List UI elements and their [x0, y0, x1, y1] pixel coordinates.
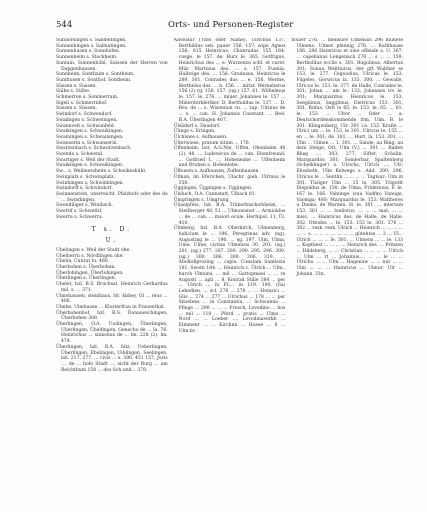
running-header: [56, 0, 403, 38]
register-entry: Sunnenheim s. Stockheim.: [56, 55, 118, 61]
register-entry: Swainingen s. Schwainingen.: [56, 134, 124, 140]
register-entry: Sunthusen s. Sonthof, Sontheim.: [56, 77, 132, 83]
register-entry: Swannvelt s. Schwanfeld.: [56, 123, 116, 129]
entry-list: [174, 38, 286, 335]
register-entry: Ubelingen s. Weil der Stadt ohe.: [56, 247, 131, 253]
register-entry: Suntain, Sunnenbühl, Suissen der Herren von Dapgenhausen.: [56, 60, 168, 72]
register-entry: Ulmehausen, steinhaus. Hr. Abbey, Ol ... reus ... 406.: [56, 293, 168, 305]
page-number: 544: [56, 20, 73, 30]
register-entry: holzer 276. ... mensure Ulmensis 296 munete Ulmens. Ulmer pfennig 276. ... Rathhause 186. 286 Hainricus et sine offeiale s. U. 307. ... capellanus Lengenach 276 ... s ... ... 159. Bertholdus ecclie s. 301. Bugolinus, Albertus 301; Sonua Welthurus, der gft Walther ss 153, le. 277. Cegoodius, Ulricus le. 153. Fügeles, Gerwicus la. 133. 300. ... Gewalle, Ulricus le. 153, le. 377. de Halle, Conrades le. 301; Johan ... am le. 133; Johannes iro le. 301; Marguardus, Heinricus le. 153. Seegilinus, Sagglinus, Dietricus 153. 301, 301, Rufus, Ostt ts 65, le. 153. le. 65. ... 61. le. 153. ... Ulter ... Oder ... a. Deutschordenskommende frm. Ulm. B. le 301. Klingenberg, Ulr. 301 i.e. 152. Krafin ... Ulrici um ... le. 153, le 301. Ulricus le. 155 ... en ... le. 301; de. 181. ... Hurt. la. 153. 301. ... Ulm ... Ulmen ... 1. 301. ... Sande, au Ring, au dem Steige, Ott, Ulm (V.) ... 301 ... Raden Blieg ..., 303; 277. Sifter, Sväulin, Marquardsu 301; Sonderbar, Spaltenberg (Schelklinger) s. Ulrichs, Ulrich ..., Ulr; Elissbeth, Ulm Kelwegs s. Add. 300, 296. Ulricus le ... Sentlin ... ... ... ... Tagtsar; Ulm in 301. Tüsiger Ulm ... 15 le. 305. Trigottt Diepoldus le. 150. de Ulma, Friderious, F. le. 167 le. 166. Vahunge (suu Vadfin) Vanuge, Vaomga; 480; Marquardus le. 153. Waltheres u Diems, de Warden, H. le. 301. ... mlerium 153. 301 ... ... Ioeliorus, ... ... ... mal; ... ... miss. ... Hainricus des. de Halle, de Halle. 302. Ottodes ... le. 153. 153 le. 301. 376 ... 382 ... resk. resk. Ulrich ... Heinrich ... ... ... ... ... ... s. ... ... ... ... ... ... ... gütehtse ... 3 ... Ul... Ulrich ... ... ... le. 301. ... Ulmens ... ... le. 133 ... Kopfnest ... ... ... ... Heinrich des. ... Prinzen ... Hildsberg, ... ... Christian ... ... ... ... Ulrich ... Ulm ... rt ... Johannis..., ... ... le ... ... Ulrichs. ... ... Ulm ... Hagenaw ... ... nur ... ... Ulm ... ... ... Hainricus ... Ulmur. Ulr ... Johann. Uln.: [291, 38, 404, 277]
register-entry: Ülmberg, bzl. B.A. Oberkirch, Ulmenberg, ludicium le ... 196. Peregrinus adv. (ng). Augusting le ... 196, ... sg. 197. Ulm, Ulma, Ume, Ulme, civitas Ulmensis 30. 201. (sg.) 201. (sg.) 277. 287. 280. 290. 295. 296. 300. (sg.) 300. 306. 300. 306. 319. ... Abolbdlprozing ... capla. Cunstam Santissin 181. Swotn 184. ... Heinrich c. Ülrich ... Ulm,. burch Ulmuns, ... mil ... Gattopmaei ... ... re Augusti ... apli ... 8. Konrad Stilie 184 ... per ... Ulrich ... in Fr.... in 119. 190. (6a) Lebedien. ... scl. 276 ... 276 ... ... Heinrici ... Glis ... 274 ... 277 ... Ulrichus ... 178 ... ... per Sitzelens ... in Constantia, ... Schwanna ... Pflege ... 290 ... ... ... Frosch, Lovodino ... bos ... mil ... 118 ... Pferd ... pratis ... Ulms ... Nord ... ... Loeber ..., Lovodinaverkh ... Elmmenr ... ... Kirchnn ... Hosee ... 8 ... Ulm.bc: [173, 226, 286, 334]
register-entry: Swindorff s. Schwindorf.: [56, 186, 113, 192]
column-right: [291, 38, 403, 478]
column-left: [56, 38, 168, 478]
register-entry: Sunnenhusen s. Sonnhofen.: [56, 49, 121, 55]
register-entry: Ülsäderf s. Daudorf.: [173, 123, 221, 129]
register-entry: Ubelherrn s. Nördlingen ohe.: [56, 253, 124, 259]
register-entry: Swaibigen s. Schweinigen.: [56, 117, 118, 123]
register-entry: Überlingen, bzl. B.A. Sitz, Ueberlingen, Überlingen. Ebelingen, Uiblingen, Seelingen, bzl. 217. 277. ... civis ... s. 390. 451 157, Juris .... de ... hofo Stadt ..., sicht der Burg ... am Reichthum 158 ... des Sch und... 378.: [56, 344, 168, 373]
entry-list: [56, 248, 168, 373]
register-entry: Swerra s. Schwerra.: [56, 214, 104, 220]
register-entry: Sülbe s. Sülbe.: [56, 89, 91, 95]
page-title: Orts- und Personen-Register: [168, 20, 294, 30]
register-entry: Swartiger s. Weil der Stadt.: [56, 157, 121, 163]
register-entry: Swendiliger s. Windisch.: [56, 203, 113, 209]
register-entry: Ükiluch, O.A. Cannstatt, Ülbach 81.: [173, 191, 257, 197]
register-entry: Swindorf s. Schwendorf.: [56, 112, 113, 118]
letter-heading-tz: T s. D.: [91, 225, 132, 233]
register-entry: Swinnenstein, unerreicht. Pfalzhofs oder des de ... Swindingen.: [56, 191, 168, 203]
register-entry: Swanserin s. Schwanserin.: [56, 140, 119, 146]
register-entry: Uberbohen s. Überbohen.: [56, 265, 116, 271]
register-entry: Üggingen, Üggingen s. Uggingen.: [173, 186, 253, 192]
register-entry: Sunnheim, Sunthaim s. Sontheim.: [56, 72, 135, 78]
register-entry: Swettif s. Schwettif.: [56, 209, 103, 215]
register-entry: Süssen s. Süssen.: [56, 83, 97, 89]
register-entry: Sigeli s. Schmerrnhof.: [56, 100, 108, 106]
register-entry: Swaikingen s. Schweikingen.: [56, 163, 124, 169]
register-entry: Überlingen s. Überlingen.: [56, 276, 117, 282]
register-entry: Sunnenhingen s. Salmatingen.: [56, 43, 127, 49]
register-entry: Schmerren s. Sommerrain.: [56, 95, 119, 101]
register-entry: Üfman, im Eferichen, Ulachr. gieh. Ulrinus le 350.: [173, 174, 286, 186]
register-entry: Swinplatz s. Schwinplatz.: [56, 174, 115, 180]
register-entry: Ümgringen s. Umgrung.: [173, 197, 230, 203]
register-entry: Überbohenhof, bzl. B.S. Donaueschingen, Überbohen 308.: [56, 310, 168, 322]
register-entry: Sussen s. Süssen.: [56, 106, 97, 112]
register-entry: Sundörsingen s. Sundelfingen.: [56, 38, 127, 43]
register-entry: Überlingen, O.A. Uodingen, Überlingen, Uberlingen, Übelfingen, Genecho de ... Ia. 76. Heinrichus ... sinkonus de ... lm. 228 (2). lm. 474.: [56, 322, 168, 345]
register-entry: Üüxelpfets, bzl. B.A. Träberbischofsheim, ... Steilberger 48, 51 ... Ulmonisnet ... Armioldus ... de ... can. ... maiori ecnle. Herhipol. 11, Üi. 410.: [173, 203, 286, 226]
register-entry: Swarzenbach s. Schwarzenbach.: [56, 146, 132, 152]
register-entry: Ülinge s. Eringen.: [173, 129, 216, 135]
text-columns: [56, 38, 403, 478]
register-entry: Überlohingen, Überlohingen.: [56, 270, 124, 276]
entry-list: [56, 38, 168, 221]
register-entry: Swinhingen s. Schwinhingen.: [56, 180, 125, 186]
register-entry: Ubelet, bzl. B.S. Bruchsal, Heinrich Gerhardus mil. s. ... 371.: [56, 282, 168, 293]
register-entry: Ülchiswe s. Aufhausen.: [173, 134, 228, 140]
register-entry: Ulmbe, Ulmhusen ... Klosterfrau in Frauenthal.: [56, 304, 166, 310]
entry-list: [291, 38, 403, 278]
column-middle: [174, 38, 286, 478]
register-entry: Üffenheim, bzr. A.G.Nie, Uffen, Ohenheim 46 (2). 48. ... Ludewicus de ... can. Ebenfreund. ... Gotfried 1. ..., Hoheneahe ... Uffenheim und Bruhen s. Hohenlohe.: [173, 146, 286, 169]
register-entry: Ubelin, Cunrat lu. 480.: [56, 259, 110, 265]
register-entry: Swenda s. Schwend.: [56, 152, 104, 158]
register-entry: Adveatur (Titel oder Name), Ulrichus 137. Berthildus sen. pauer 156. 157; sope Agnes 156; 815 Heinricus. Chunradus 155 164. cusge. le 157. de. Burs le. 365. Gotfrigus, Heinrichus des ... e. Wurzenzu schl. et curer. Mür. Martinus des. ... s. 157. Fuenia. Hallwige des. ... 156. Gradusus, Heinricus le 289. 301, Conrades dus ... e. 156. Werme, Berthelus des. ... b. 156. ... mitar. Werneherus 156 (2) rg. 156. 157. (ug.) 157. 61. Wilhelmus le. 157. le. 276. ... miner. Johannes le. 157 ... Mineriterkleriker. D. Berthuldus le. 137. ... D. Bes. de ... s. Wizennon cn. ... rap. Ulrinus de ... s. ... can. H. Johannis Constant. ... Bed. B.A. Überlingen 467.: [173, 38, 286, 123]
register-entry: Sw... s. Weilmersheim s. Schwikesbühl.: [56, 169, 147, 175]
register-entry: Ülterwiese, pratum situm ... 176.: [173, 140, 251, 146]
register-entry: Swaikingen s. Schwaikingen.: [56, 129, 124, 135]
register-entry: Üfhusen s. Aufhausen, Zuffenhausen.: [173, 169, 260, 175]
letter-heading-u: U.: [105, 237, 119, 245]
